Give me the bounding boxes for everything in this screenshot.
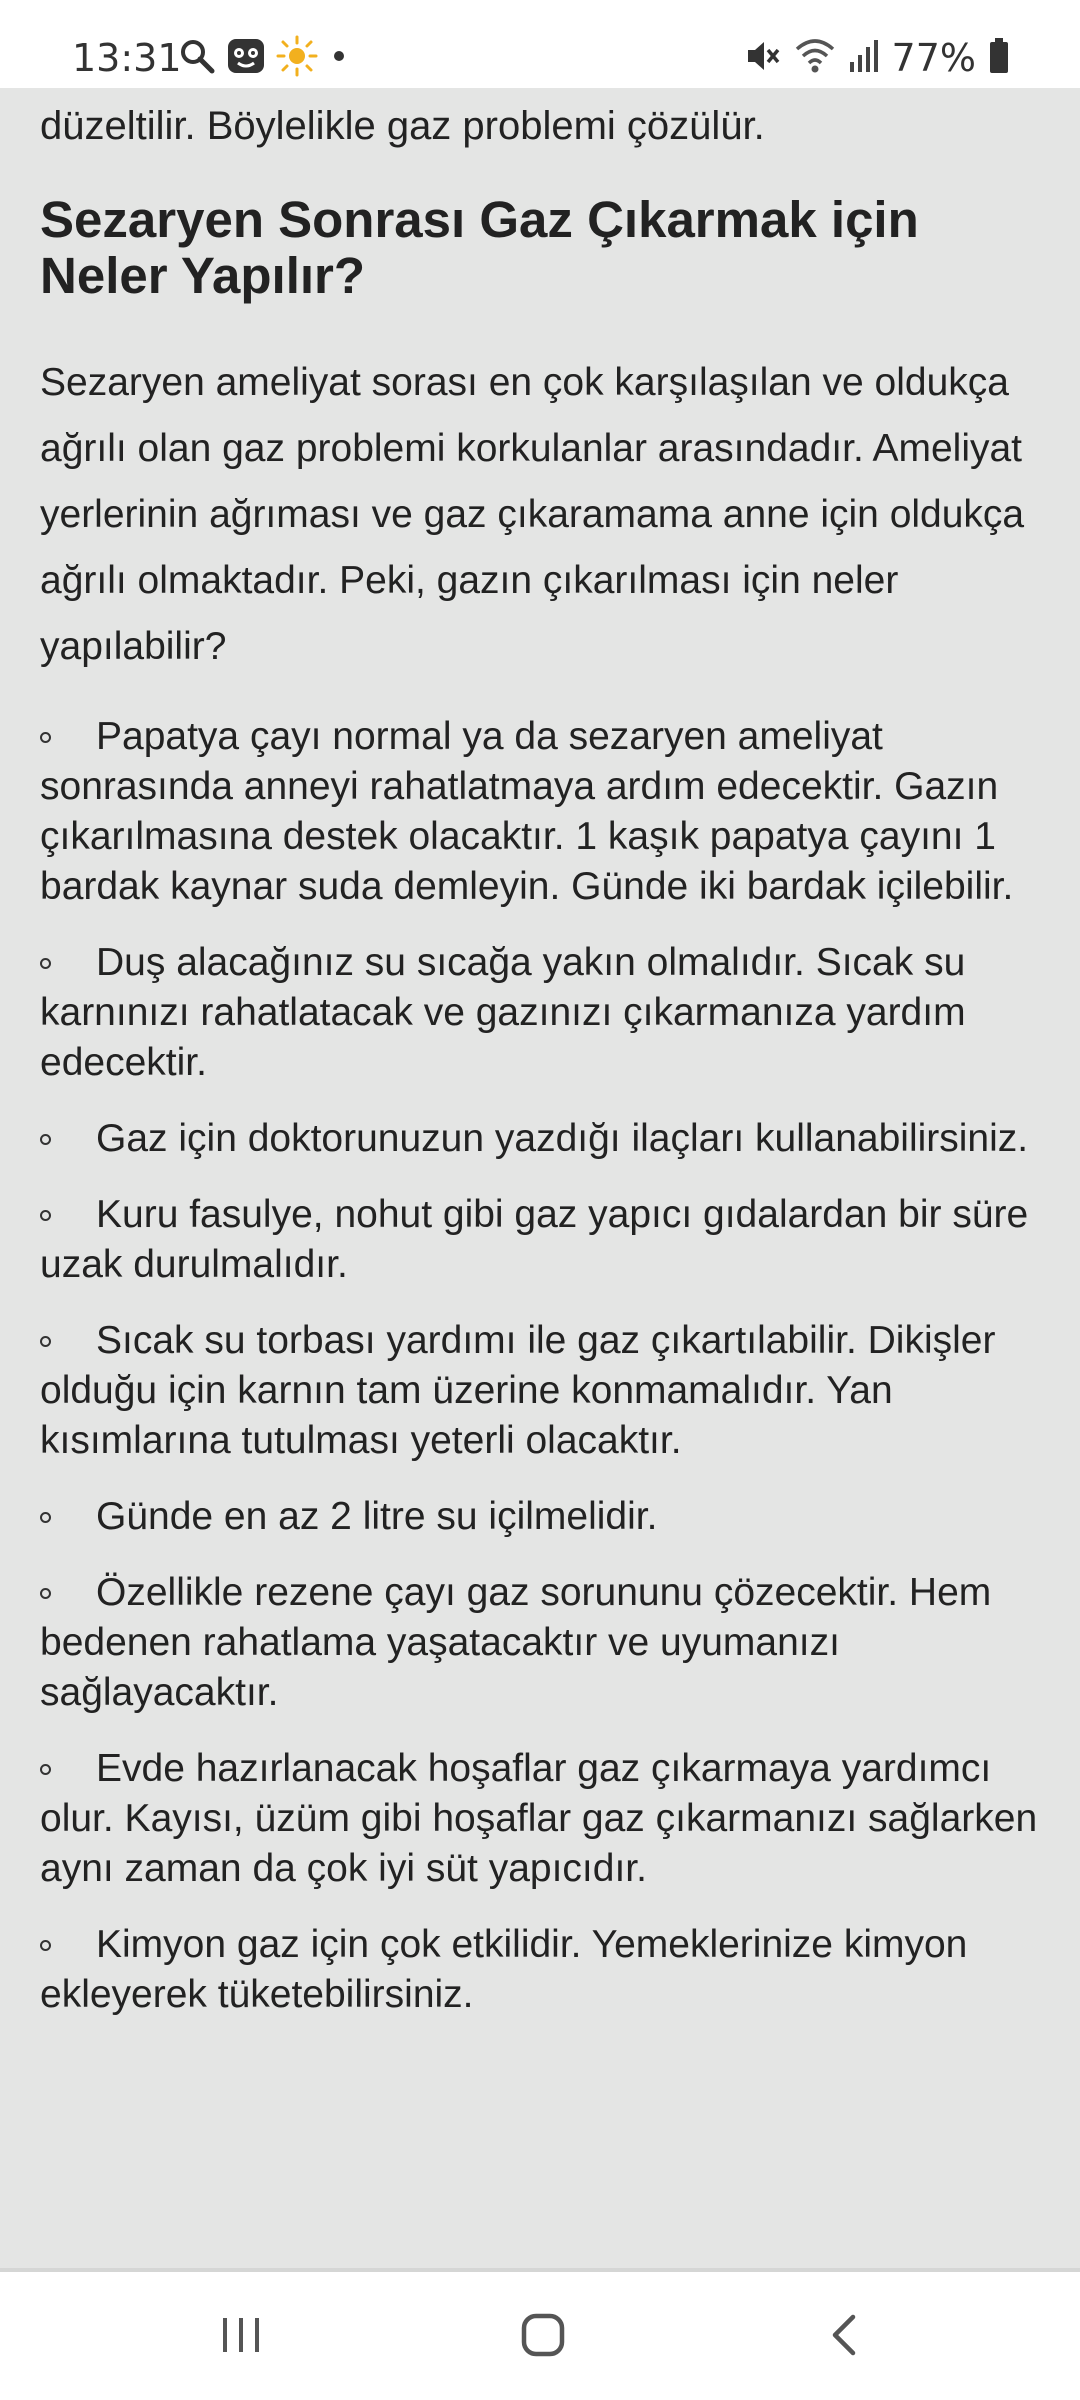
- tips-list: [40, 712, 1050, 2046]
- list-item: [40, 1568, 1050, 1718]
- bullet-circle-icon: [40, 732, 51, 743]
- list-item-text: Evde hazırlanacak hoşaflar gaz çıkarmaya yardımcı olur. Kayısı, üzüm gibi hoşaflar gaz çıkarmanızı sağlarken aynı zaman da çok iyi süt yapıcıdır.: [40, 1747, 1038, 1890]
- home-button[interactable]: [483, 2292, 603, 2382]
- status-notification-icons: [178, 36, 350, 80]
- list-item-text: Papatya çayı normal ya da sezaryen ameliyat sonrasında anneyi rahatlatmaya ardım edecektir. Gazın çıkarılmasına destek olacaktır. 1 kaşık papatya çayını 1 bardak kaynar suda demleyin. Günde iki bardak içilebilir.: [40, 715, 1014, 908]
- list-item: [40, 712, 1050, 912]
- list-item: [40, 1492, 1050, 1542]
- back-button[interactable]: [785, 2292, 905, 2382]
- bullet-circle-icon: [40, 1210, 51, 1221]
- status-bar: [0, 0, 1080, 88]
- list-item-text: Kimyon gaz için çok etkilidir. Yemeklerinize kimyon ekleyerek tüketebilirsiniz.: [40, 1923, 968, 2016]
- wifi-icon: [794, 37, 836, 80]
- app-face-icon: [226, 36, 266, 81]
- list-item: [40, 1744, 1050, 1894]
- list-item: [40, 1316, 1050, 1466]
- recent-apps-icon: [219, 2313, 263, 2362]
- bullet-circle-icon: [40, 958, 51, 969]
- battery-icon: [988, 37, 1010, 80]
- section-heading: Sezaryen Sonrası Gaz Çıkarmak için Neler Yapılır?: [40, 191, 919, 304]
- home-icon: [519, 2311, 567, 2364]
- sun-icon: [276, 35, 318, 82]
- list-item-text: Sıcak su torbası yardımı ile gaz çıkartılabilir. Dikişler olduğu için karnın tam üzerine konmamalıdır. Yan kısımlarına tutulması yeterli olacaktır.: [40, 1319, 996, 1462]
- list-item-text: Günde en az 2 litre su içilmelidir.: [96, 1495, 658, 1538]
- bullet-circle-icon: [40, 1134, 51, 1145]
- bullet-circle-icon: [40, 1940, 51, 1951]
- battery-percentage: 77%: [891, 36, 976, 80]
- intro-paragraph-tail: düzeltilir. Böylelikle gaz problemi çözülür.: [40, 104, 765, 148]
- search-icon: [178, 37, 216, 80]
- bullet-circle-icon: [40, 1512, 51, 1523]
- status-time: 13:31: [72, 36, 182, 80]
- list-item-text: Duş alacağınız su sıcağa yakın olmalıdır. Sıcak su karnınızı rahatlatacak ve gazınızı çıkarmanıza yardım edecektir.: [40, 941, 966, 1084]
- list-item: [40, 938, 1050, 1088]
- list-item: [40, 1114, 1050, 1164]
- bullet-circle-icon: [40, 1764, 51, 1775]
- bullet-circle-icon: [40, 1588, 51, 1599]
- back-icon: [825, 2311, 865, 2364]
- list-item: [40, 1190, 1050, 1290]
- mute-icon: [744, 37, 782, 80]
- intro-paragraph: Sezaryen ameliyat sorası en çok karşılaşılan ve oldukça ağrılı olan gaz problemi korkulanlar arasındadır. Ameliyat yerlerinin ağrıması ve gaz çıkaramama anne için oldukça ağrılı olmaktadır. Peki, gazın çıkarılması için neler yapılabilir?: [40, 361, 1025, 668]
- list-item-text: Özellikle rezene çayı gaz sorununu çözecektir. Hem bedenen rahatlama yaşatacaktır ve uyumanızı sağlayacaktır.: [40, 1571, 992, 1714]
- list-item-text: Kuru fasulye, nohut gibi gaz yapıcı gıdalardan bir süre uzak durulmalıdır.: [40, 1193, 1029, 1286]
- dot-icon: [328, 45, 350, 72]
- list-item: [40, 1920, 1050, 2020]
- navigation-bar: [0, 2272, 1080, 2400]
- status-system-icons: [744, 34, 1010, 82]
- recent-apps-button[interactable]: [181, 2292, 301, 2382]
- signal-icon: [848, 38, 880, 79]
- bullet-circle-icon: [40, 1336, 51, 1347]
- list-item-text: Gaz için doktorunuzun yazdığı ilaçları kullanabilirsiniz.: [96, 1117, 1029, 1160]
